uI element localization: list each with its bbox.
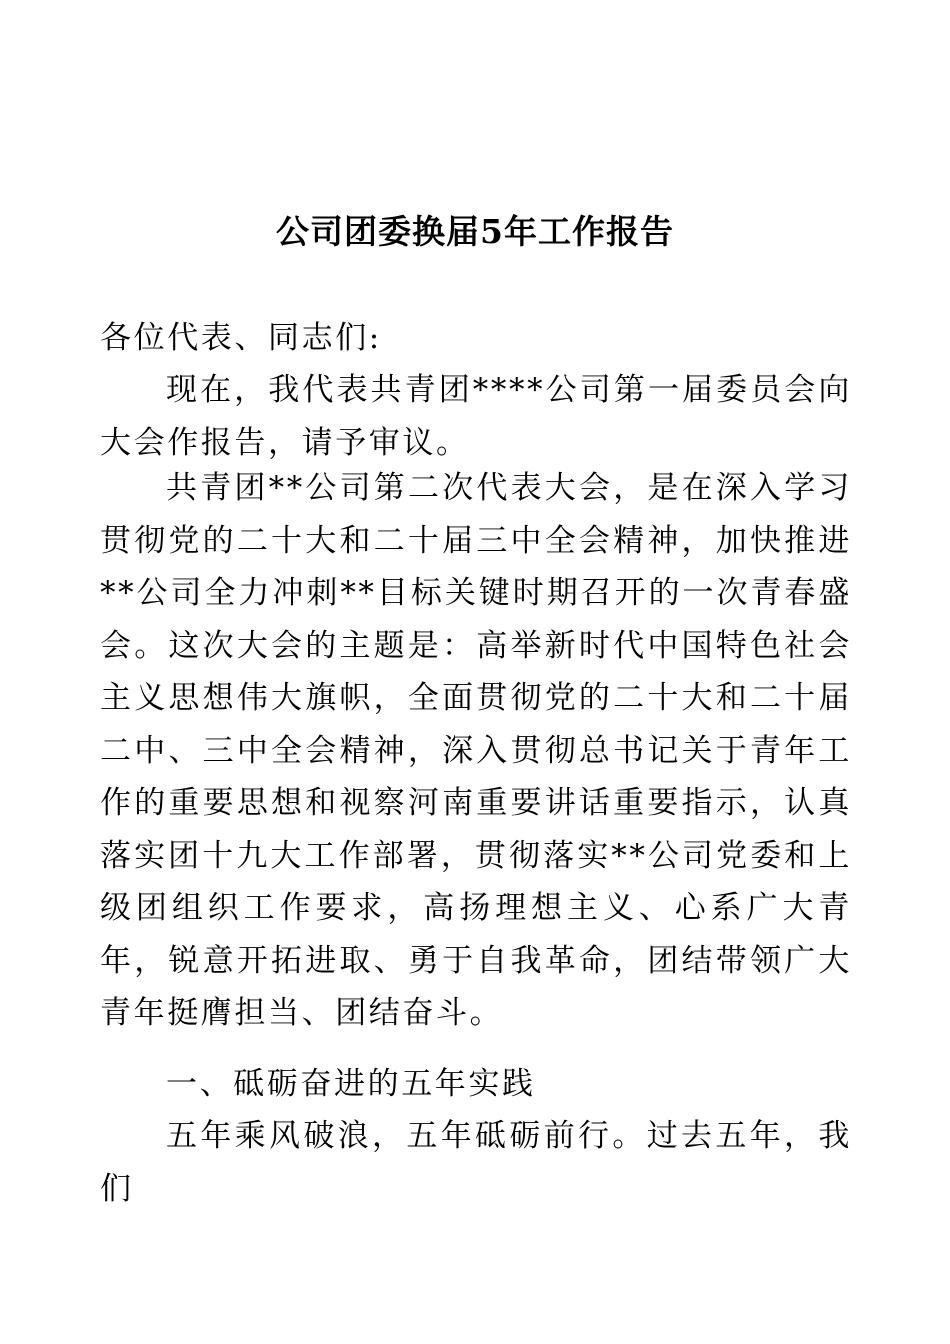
section-paragraph: 五年乘风破浪，五年砥砺前行。过去五年，我们 [100,1118,852,1207]
paragraph-congress-theme: 共青团**公司第二次代表大会，是在深入学习贯彻党的二十大和二十届三中全会精神，加快推进**公司全力冲刺**目标关键时期召开的一次青春盛会。这次大会的主题是：高举新时代中国特色社会主义思想伟大旗帜，全面贯彻党的二十大和二十届二中、三中全会精神，深入贯彻总书记关于青年工作的重要思想和视察河南重要讲话重要指示，认真落实团十九大工作部署，贯彻落实**公司党委和上级团组织工作要求，高扬理想主义、心系广大青年，锐意开拓进取、勇于自我革命，团结带领广大青年挺膺担当、团结奋斗。 [100,470,852,1031]
salutation: 各位代表、同志们: [100,320,382,356]
paragraph-opening: 现在，我代表共青团****公司第一届委员会向大会作报告，请予审议。 [100,372,852,461]
section-heading: 一、砥砺奋进的五年实践 [166,1066,536,1102]
document-title: 公司团委换届5年工作报告 [276,212,674,251]
